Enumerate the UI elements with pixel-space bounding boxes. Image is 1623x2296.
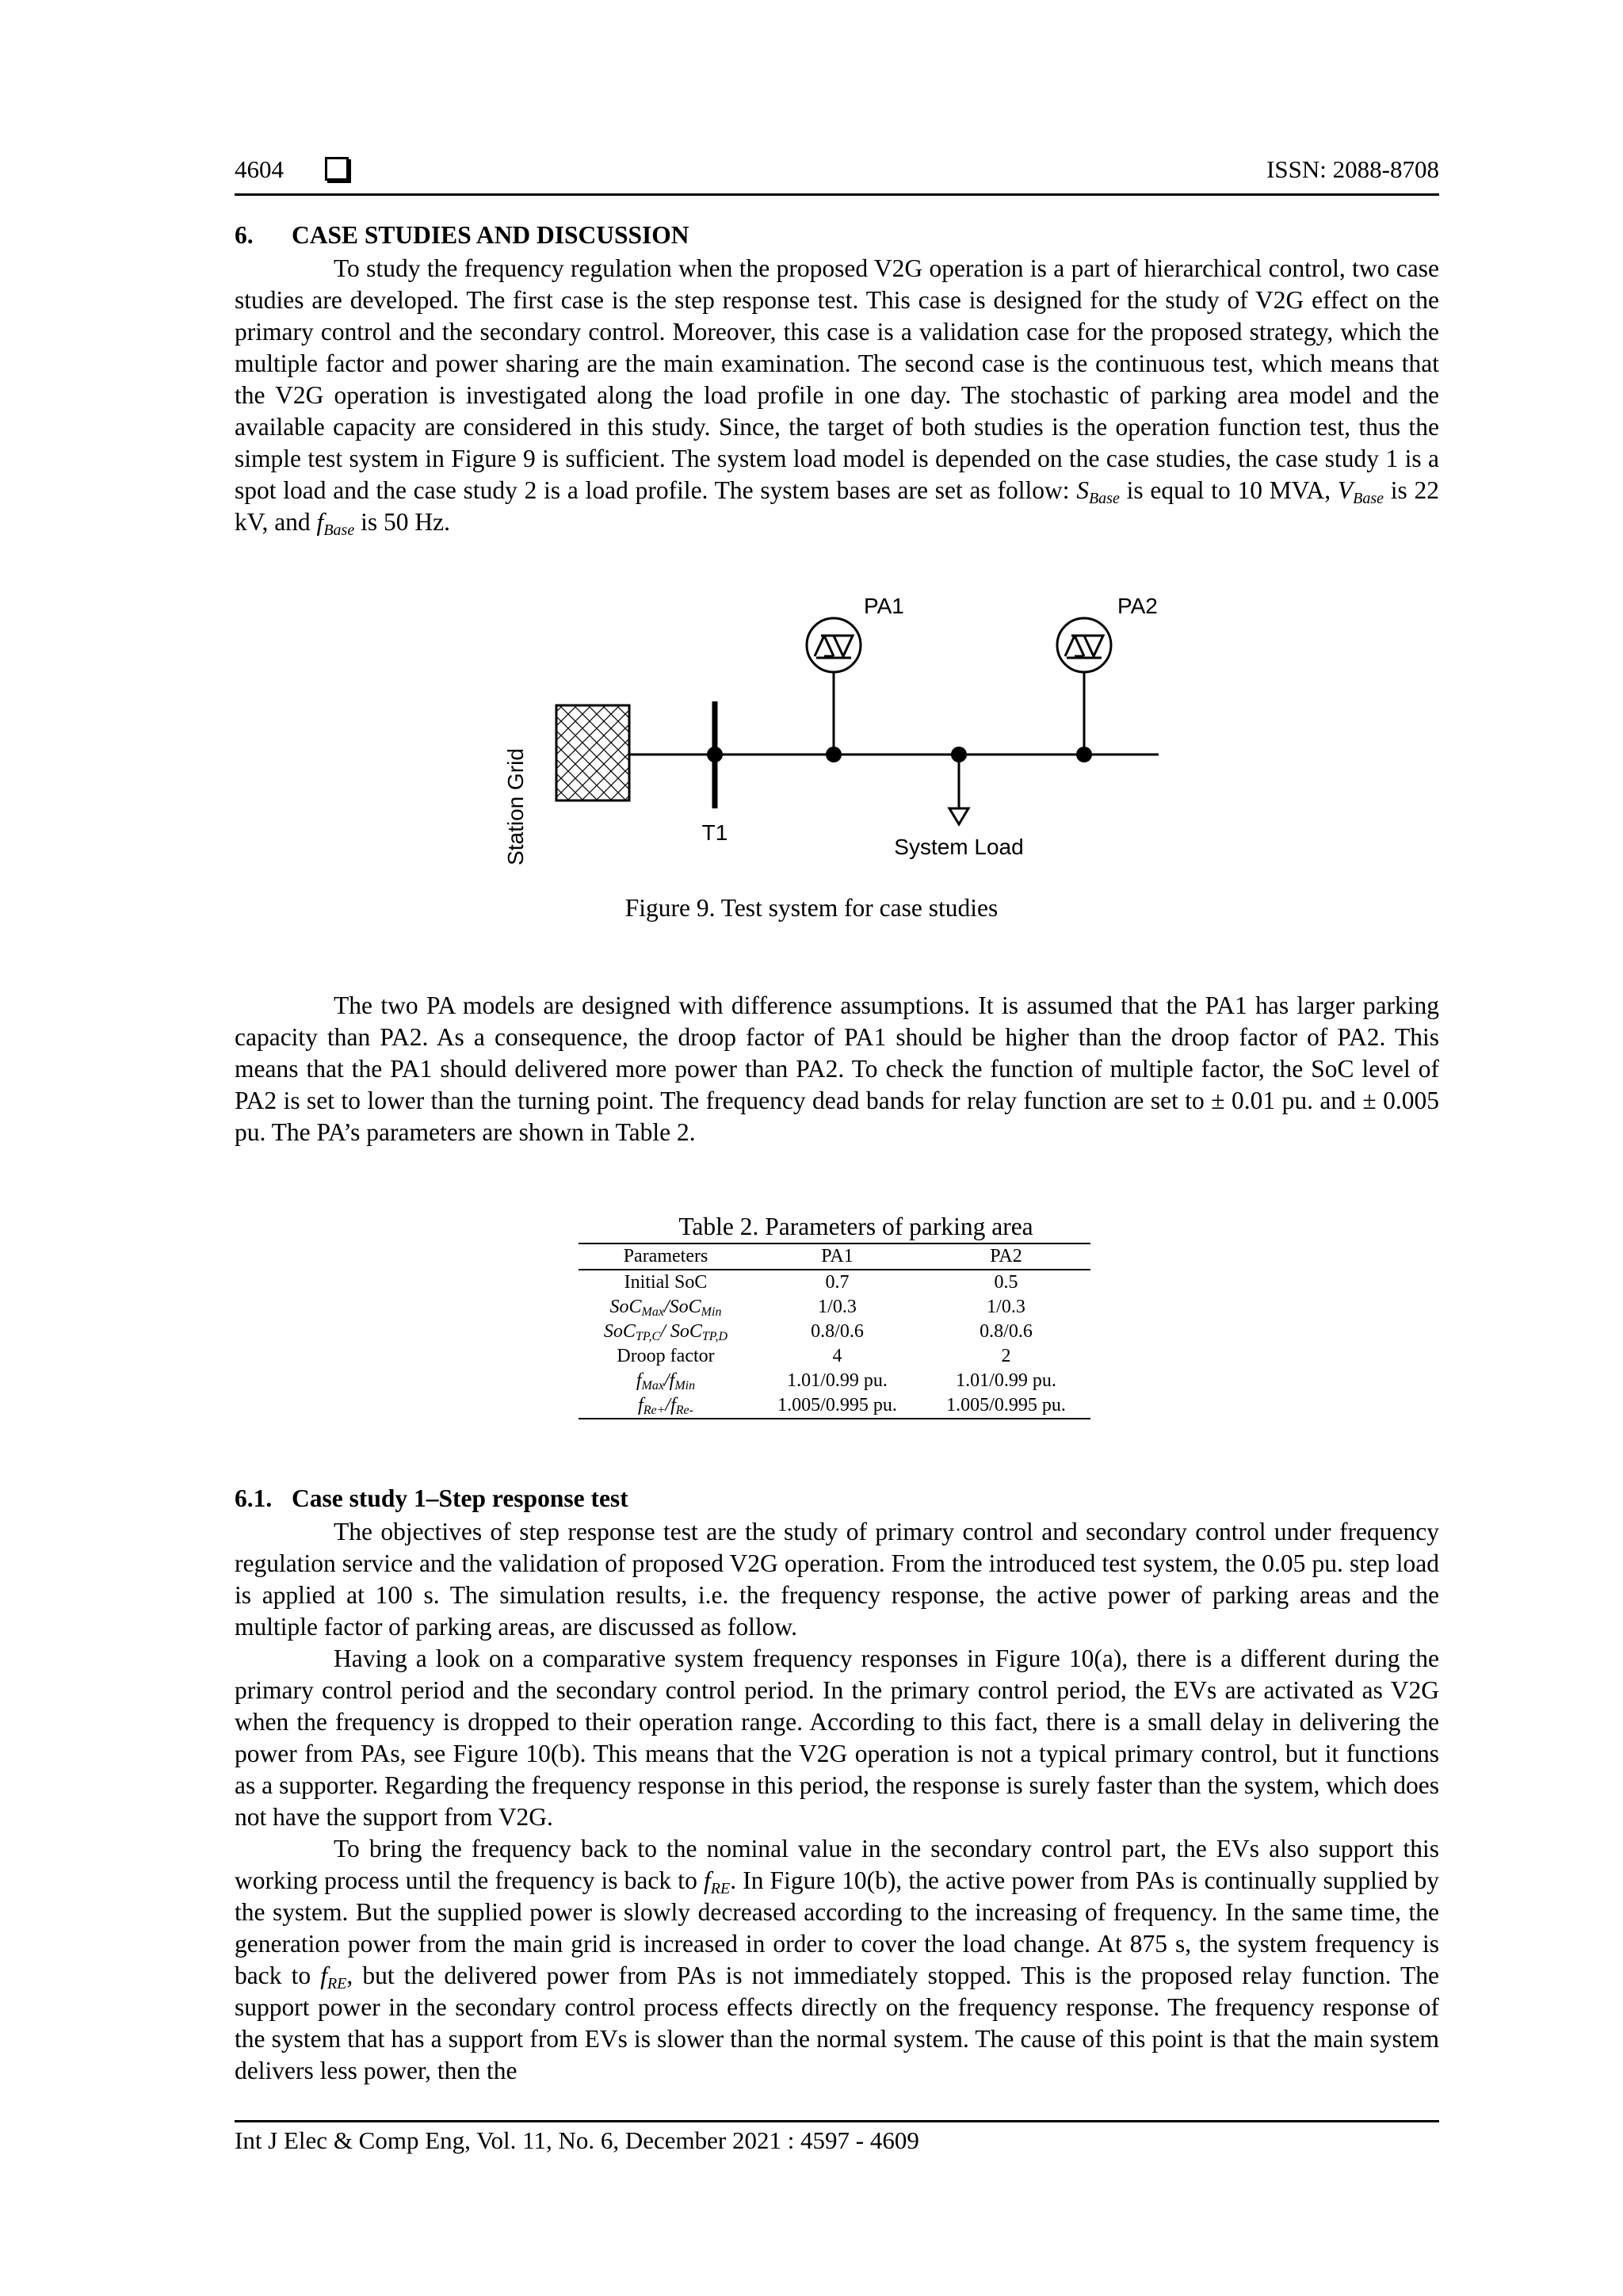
- pa1-label: PA1: [864, 594, 904, 618]
- table-cell: 1.01/0.99 pu.: [956, 1370, 1056, 1391]
- table-cell: 1.005/0.995 pu.: [922, 1393, 1090, 1419]
- text-run: , but the delivered power from PAs is not immediately stopped. This is the proposed relay function. The support power in the secondary control process effects directly on the frequency response. The frequency response of the system that has a support from EVs is slower than the normal system. The cause of this point is that the main system delivers less power, then the: [235, 1962, 1439, 2084]
- table-header-cell: PA1: [753, 1244, 922, 1270]
- symbol-f: f: [704, 1866, 711, 1894]
- table-cell: 1/0.3: [987, 1297, 1025, 1317]
- table-row: [579, 1320, 1090, 1344]
- table-cell: Initial SoC: [624, 1272, 708, 1293]
- paragraph: The two PA models are designed with difference assumptions. It is assumed that the PA1 has larger parking capacity than PA2. As a consequence, the droop factor of PA1 should be higher than the droop factor of PA2. This means that the PA1 should delivered more power than PA2. To check the function of multiple factor, the SoC level of PA2 is set to lower than the turning point. The frequency dead bands for relay function are set to ± 0.01 pu. and ± 0.005 pu. The PA’s parameters are shown in Table 2.: [235, 991, 1439, 1146]
- param-formula: SoC$_{TP,C}$/ SoC$_{TP,D}$: [603, 1321, 728, 1343]
- t1-label: T1: [701, 820, 728, 845]
- symbol-v: V: [1337, 476, 1354, 504]
- symbol-f: f: [320, 1962, 327, 1989]
- checkbox-square-icon: [325, 157, 349, 181]
- header-rule: [235, 193, 1439, 196]
- paragraph: The objectives of step response test are the study of primary control and secondary control under frequency regulation service and the validation of proposed V2G operation. From the introduced test system, the 0.05 pu. step load is applied at 100 s. The simulation results, i.e. the frequency response, the active power of parking areas and the multiple factor of parking areas, are discussed as follow.: [235, 1518, 1439, 1641]
- footer-citation: Int J Elec & Comp Eng, Vol. 11, No. 6, December 2021 : 4597 - 4609: [235, 2126, 919, 2154]
- table-cell: 0.5: [994, 1272, 1018, 1293]
- pa1-symbol: [807, 618, 861, 672]
- load-arrow-icon: [949, 808, 968, 824]
- param-formula: $f_{Max}/f_{Min}$: [636, 1370, 696, 1392]
- footer-rule: [235, 2120, 1439, 2122]
- test-system-diagram: [475, 579, 1189, 880]
- table-cell: 4: [832, 1346, 842, 1366]
- subscript: Base: [1088, 490, 1120, 507]
- table-row: [579, 1270, 1090, 1295]
- paragraph: [235, 253, 1439, 538]
- load-node: [951, 747, 967, 762]
- t1-node: [707, 747, 723, 762]
- system-load-label: System Load: [894, 835, 1024, 859]
- table-cell: 1/0.3: [818, 1297, 857, 1317]
- table-cell: 0.8/0.6: [980, 1321, 1033, 1342]
- paragraph: Having a look on a comparative system frequency responses in Figure 10(a), there is a different during the primary control period and the secondary control period. In the primary control period, the EVs are activated as V2G when the frequency is dropped to their operation range. According to this fact, there is a small delay in delivering the power from PAs, see Figure 10(b). This means that the V2G operation is not a typical primary control, but it functions as a supporter. Regarding the frequency response in this period, the response is surely faster than the system, which does not have the support from V2G.: [235, 1645, 1439, 1831]
- table-cell: 1.01/0.99 pu.: [787, 1370, 888, 1391]
- table-cell: 0.8/0.6: [811, 1321, 864, 1342]
- section-6-body: [235, 253, 1439, 538]
- issn: ISSN: 2088-8708: [1266, 155, 1439, 183]
- station-grid-label: Station Grid: [503, 748, 528, 865]
- text-run: is 50 Hz.: [354, 508, 450, 536]
- subscript: RE: [327, 1975, 347, 1992]
- table-header-cell: PA2: [922, 1244, 1090, 1270]
- table-cell: [579, 1320, 753, 1344]
- table-2: [579, 1243, 1090, 1419]
- table-cell: 2: [1001, 1346, 1011, 1366]
- symbol-s: S: [1076, 476, 1089, 504]
- text-run: To bring the frequency back to the nominal value in the secondary control part, the EVs also support this working process until the frequency is back to: [235, 1835, 1439, 1894]
- text-run: To study the frequency regulation when the proposed V2G operation is a part of hierarchical control, two case studies are developed. The first case is the step response test. This case is designed for the study of V2G effect on the primary control and the secondary control. Moreover, this case is a validation case for the proposed strategy, which the multiple factor and power sharing are the main examination. The second case is the continuous test, which means that the V2G operation is investigated along the load profile in one day. The stochastic of parking area model and the available capacity are considered in this study. Since, the target of both studies is the operation function test, thus the simple test system in Figure 9 is sufficient. The system load model is depended on the case studies, the case study 1 is a spot load and the case study 2 is a load profile. The system bases are set as follow:: [235, 254, 1439, 504]
- figure-9-caption: Figure 9. Test system for case studies: [624, 894, 999, 922]
- table-cell: [579, 1393, 753, 1419]
- subscript: Base: [323, 521, 355, 539]
- table-cell: Droop factor: [617, 1346, 715, 1366]
- text-run: is equal to 10 MVA,: [1119, 476, 1338, 504]
- section-6-heading: [235, 221, 689, 250]
- table-cell: [579, 1369, 753, 1393]
- page-number: 4604: [235, 155, 284, 183]
- table-header-row: [579, 1244, 1090, 1270]
- station-grid-box: [556, 705, 629, 800]
- section-6-number: 6.: [235, 221, 254, 249]
- text-run: . In Figure 10(b), the active power from PAs is continually supplied by the system. But the supplied power is slowly decreased according to the increasing of frequency. In the same time, the generation power from the main grid is increased in order to cover the load change. At 875 s, the system frequency is back to: [235, 1866, 1439, 1989]
- table-row: [579, 1344, 1090, 1369]
- pa2-symbol: [1057, 618, 1111, 672]
- section-6-1-number: 6.1.: [235, 1484, 273, 1512]
- table-row: [579, 1295, 1090, 1320]
- table-cell: 1.005/0.995 pu.: [753, 1393, 922, 1419]
- paragraph: [235, 1833, 1439, 2087]
- table-row: [579, 1369, 1090, 1393]
- pa2-node: [1076, 747, 1092, 762]
- pa2-label: PA2: [1117, 594, 1158, 618]
- symbol-f: f: [316, 508, 324, 536]
- table-cell: 0.7: [825, 1272, 850, 1293]
- pa-paragraph-block: [235, 990, 1439, 1148]
- table-cell: [579, 1295, 753, 1320]
- subscript: RE: [710, 1880, 731, 1897]
- table-row: [579, 1393, 1090, 1419]
- param-formula: SoC$_{Max}$/SoC$_{Min}$: [609, 1297, 722, 1319]
- table-2-caption: Table 2. Parameters of parking area: [678, 1213, 1033, 1240]
- section-6-1-heading: [235, 1484, 628, 1513]
- figure-9: [475, 579, 1189, 880]
- pa1-node: [826, 747, 842, 762]
- section-6-1-title: Case study 1–Step response test: [292, 1484, 628, 1512]
- param-formula: $f_{Re+}/f_{Re-}$: [638, 1395, 693, 1417]
- table-header-cell: Parameters: [579, 1244, 753, 1270]
- text-run: is 22 kV, and: [235, 476, 1439, 536]
- section-6-1-body: [235, 1516, 1439, 2087]
- section-6-title: CASE STUDIES AND DISCUSSION: [292, 221, 689, 249]
- subscript: Base: [1353, 490, 1384, 507]
